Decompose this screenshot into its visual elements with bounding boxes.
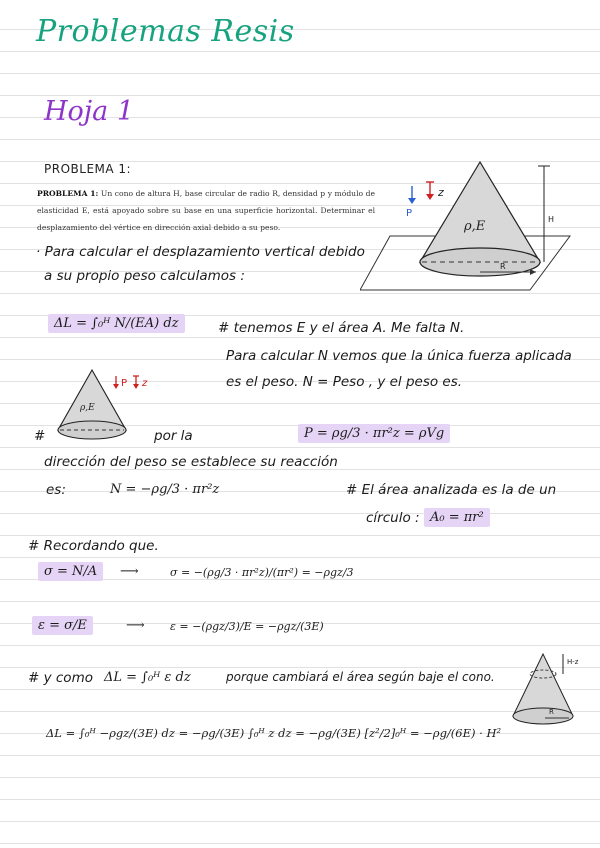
small-arrowhead-red-icon <box>113 384 119 389</box>
formula-a0: A₀ = πr² <box>424 508 490 527</box>
diagram-label-p: P <box>406 208 413 219</box>
small-label-pe: ρ,E <box>80 403 95 413</box>
note-tenemos: # tenemos E y el área A. Me falta N. <box>218 320 465 336</box>
diagram-label-z: z <box>438 186 444 199</box>
sigma-arrow: ⟶ <box>120 564 139 579</box>
statement-text: Un cono de altura H, base circular de radio R, densidad p y módulo de elasticidad E, está apoyado sobre su base en una superficie horizontal. Determinar el desplazamiento del vértice en dirección axial debido a su peso. <box>37 189 375 232</box>
corner-cone-shape <box>513 654 573 716</box>
note-recordando: # Recordando que. <box>28 538 159 554</box>
formula-delta-l: ΔL = ∫₀ᴴ N/(EA) dz <box>48 314 185 333</box>
corner-label-r: R <box>549 708 554 716</box>
arrowhead-blue-icon <box>408 198 416 204</box>
small-cone-diagram <box>50 364 160 454</box>
formula-eps-def: ε = σ/E <box>32 616 93 635</box>
note-porque: porque cambiará el área según baje el cono. <box>226 670 495 684</box>
corner-cone-base <box>513 708 573 724</box>
note-hash: # <box>34 428 46 444</box>
note-por-la: por la <box>154 428 193 444</box>
diagram-label-h: H <box>548 215 555 224</box>
formula-eps-result: ε = −(ρgz/3)/E = −ρgz/(3E) <box>170 620 324 633</box>
formula-final: ΔL = ∫₀ᴴ −ρgz/(3E) dz = −ρg/(3E) ∫₀ᴴ z dz = −ρg/(3E) [z²/2]₀ᴴ = −ρg/(6E) · H² <box>46 726 502 740</box>
problem-label: PROBLEMA 1: <box>44 162 132 176</box>
small-label-p: P <box>121 378 128 389</box>
note-area-1: # El área analizada es la de un <box>346 482 557 498</box>
diagram-label-r: R <box>500 262 506 271</box>
note-area-2: círculo : <box>366 510 420 526</box>
arrowhead-red-icon <box>426 194 434 200</box>
cone-diagram <box>360 150 590 300</box>
note-es: es: <box>46 482 66 498</box>
problem-statement <box>37 185 375 236</box>
corner-cone-diagram <box>505 650 595 730</box>
formula-delta-eps: ΔL = ∫₀ᴴ ε dz <box>104 670 191 685</box>
diagram-label-pe: ρ,E <box>464 219 486 234</box>
formula-sigma-def: σ = N/A <box>38 562 103 581</box>
note-intro-2: a su propio peso calculamos : <box>44 268 245 284</box>
eps-arrow: ⟶ <box>126 618 145 633</box>
cone-shape <box>420 162 540 262</box>
radius-arrowhead <box>530 269 536 275</box>
note-direccion: dirección del peso se establece su reacción <box>44 454 338 470</box>
note-intro-1: · Para calcular el desplazamiento vertical debido <box>36 244 365 260</box>
note-y-como: # y como <box>28 670 93 686</box>
note-para-calcular-2: es el peso. N = Peso , y el peso es. <box>226 374 463 390</box>
formula-p: P = ρg/3 · πr²z = ρVg <box>298 424 450 443</box>
small-label-z: z <box>142 378 148 389</box>
page-subtitle: Hoja 1 <box>44 96 135 127</box>
page-title: Problemas Resis <box>36 14 295 49</box>
formula-n: N = −ρg/3 · πr²z <box>110 482 220 497</box>
corner-label-hz: H-z <box>567 658 579 666</box>
statement-bold: PROBLEMA 1: <box>37 189 99 198</box>
formula-sigma-result: σ = −(ρg/3 · πr²z)/(πr²) = −ρgz/3 <box>170 566 354 579</box>
small-arrowhead-z-icon <box>133 384 139 389</box>
note-para-calcular-1: Para calcular N vemos que la única fuerza aplicada <box>226 348 572 364</box>
